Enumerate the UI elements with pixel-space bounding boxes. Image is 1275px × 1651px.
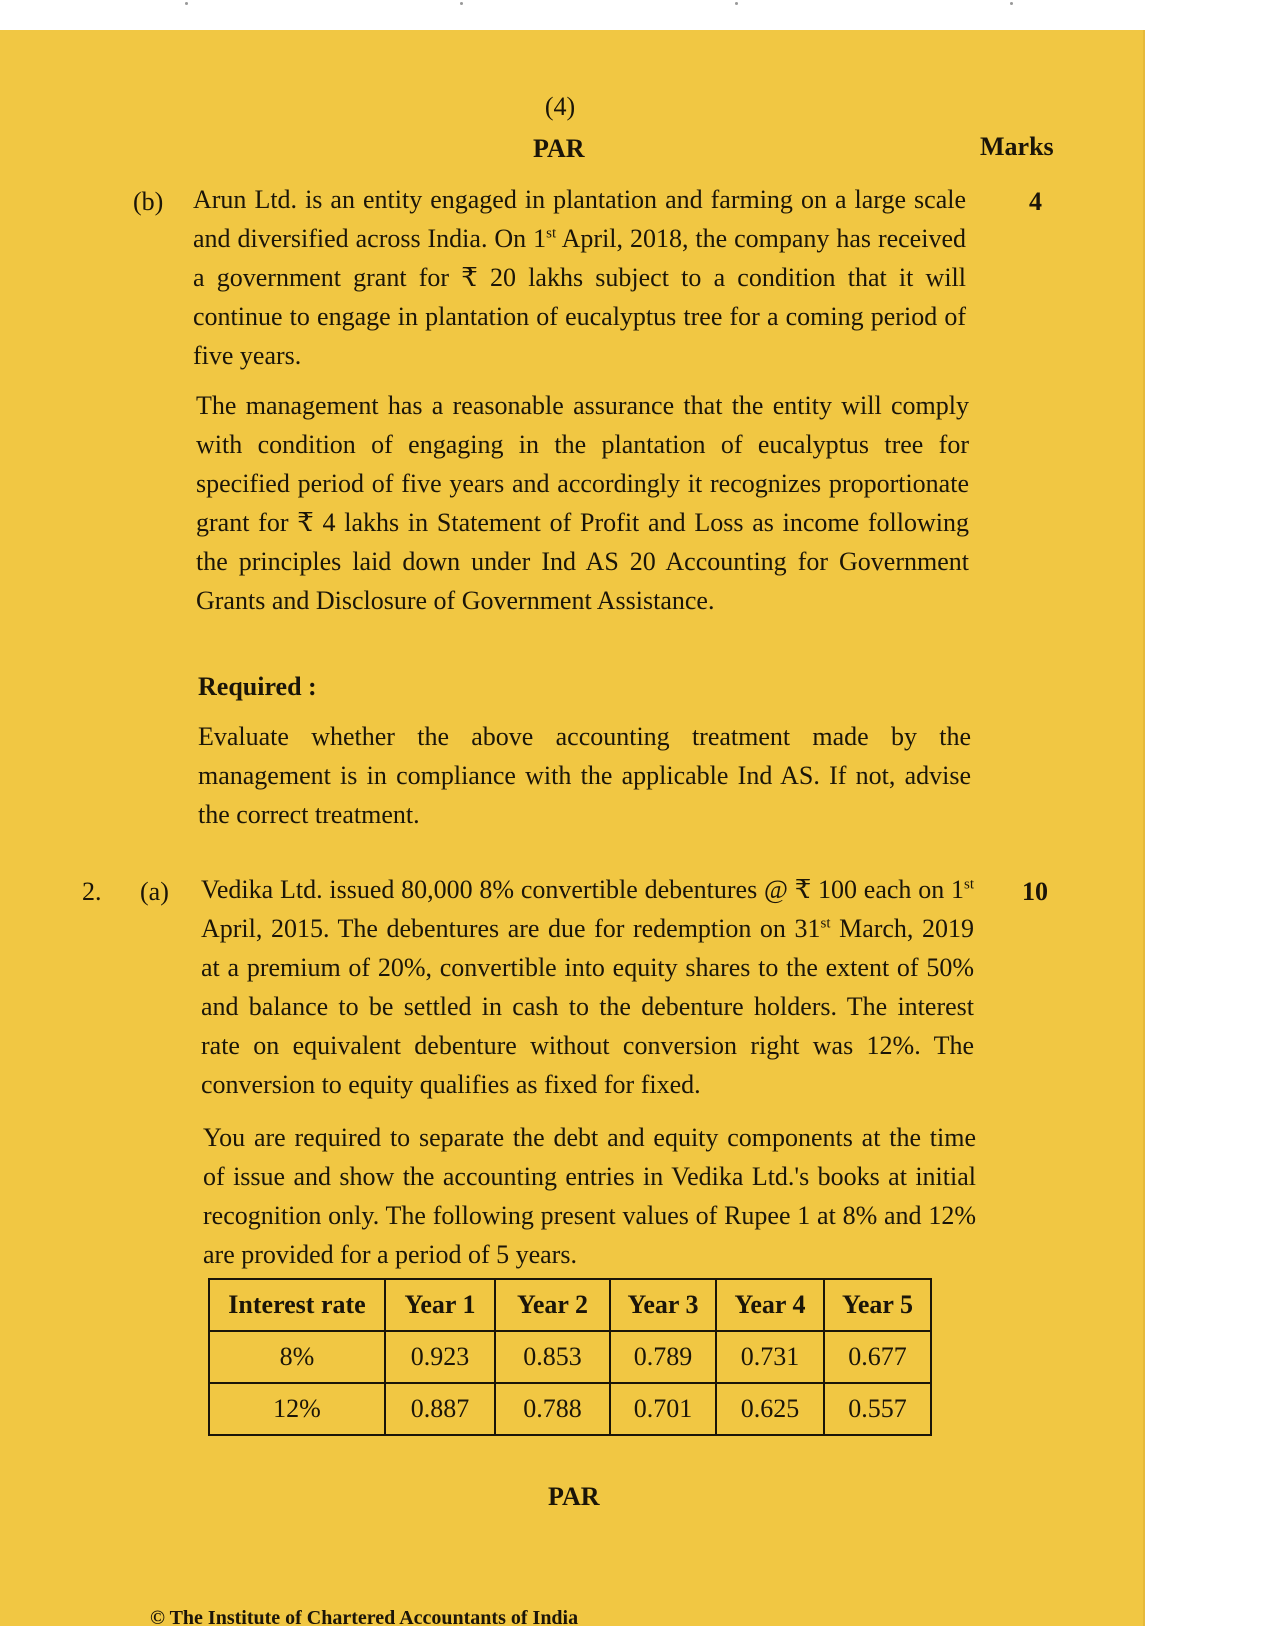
question-1b-paragraph-1: Arun Ltd. is an entity engaged in plantation and farming on a large scale and diversified across India. On 1st April, 2018, the company has received a government grant for ₹ 20 lakhs subject to a condition that it will continue to engage in plantation of eucalyptus tree for a coming period of five years.: [193, 185, 966, 370]
question-1b-marks: 4: [1029, 187, 1042, 216]
scan-edge-marks: [0, 0, 1275, 30]
exam-page: [0, 30, 1145, 1629]
present-value-table: [208, 1278, 932, 1436]
table-cell: 8%: [209, 1331, 385, 1383]
table-cell: 0.625: [716, 1383, 824, 1435]
question-1b-label: (b): [133, 187, 164, 216]
table-cell: 0.788: [495, 1383, 610, 1435]
table-header-cell: Year 2: [495, 1279, 610, 1331]
table-cell: 0.701: [610, 1383, 716, 1435]
question-2a-label: (a): [140, 877, 169, 906]
question-2a-marks: 10: [1022, 877, 1048, 906]
question-1b-paragraph-3: Evaluate whether the above accounting treatment made by the management is in compliance with the applicable Ind AS. If not, advise the correct treatment.: [198, 722, 971, 829]
table-cell: 12%: [209, 1383, 385, 1435]
table-cell: 0.923: [385, 1331, 495, 1383]
table-header-cell: Year 3: [610, 1279, 716, 1331]
marks-column-label: Marks: [980, 132, 1054, 161]
table-header-cell: Interest rate: [209, 1279, 385, 1331]
question-2a-paragraph-1: Vedika Ltd. issued 80,000 8% convertible debentures @ ₹ 100 each on 1st April, 2015. The debentures are due for redemption on 31st March, 2019 at a premium of 20%, convertible into equity shares to the extent of 50% and balance to be settled in cash to the debenture holders. The interest rate on equivalent debenture without conversion right was 12%. The conversion to equity qualifies as fixed for fixed.: [201, 875, 974, 1099]
question-2a-paragraph-2: You are required to separate the debt and equity components at the time of issue and show the accounting entries in Vedika Ltd.'s books at initial recognition only. The following present values of Rupee 1 at 8% and 12% are provided for a period of 5 years.: [203, 1123, 976, 1269]
footer-code: PAR: [548, 1482, 600, 1511]
table-cell: 0.557: [824, 1383, 931, 1435]
table-header-cell: Year 5: [824, 1279, 931, 1331]
table-cell: 0.887: [385, 1383, 495, 1435]
table-header-cell: Year 1: [385, 1279, 495, 1331]
page-number: (4): [544, 92, 576, 121]
table-header-row: [209, 1279, 931, 1331]
table-cell: 0.853: [495, 1331, 610, 1383]
question-2-number: 2.: [82, 877, 102, 906]
copyright-notice: © The Institute of Chartered Accountants of India: [150, 1607, 579, 1629]
table-row: [209, 1331, 931, 1383]
required-heading: Required :: [198, 672, 317, 701]
table-cell: 0.677: [824, 1331, 931, 1383]
table-cell: 0.731: [716, 1331, 824, 1383]
table-row: [209, 1383, 931, 1435]
table-header-cell: Year 4: [716, 1279, 824, 1331]
header-code: PAR: [533, 134, 585, 163]
table-cell: 0.789: [610, 1331, 716, 1383]
question-1b-paragraph-2: The management has a reasonable assurance that the entity will comply with condition of engaging in the plantation of eucalyptus tree for specified period of five years and accordingly it recognizes proportionate grant for ₹ 4 lakhs in Statement of Profit and Loss as income following the principles laid down under Ind AS 20 Accounting for Government Grants and Disclosure of Government Assistance.: [196, 391, 969, 615]
